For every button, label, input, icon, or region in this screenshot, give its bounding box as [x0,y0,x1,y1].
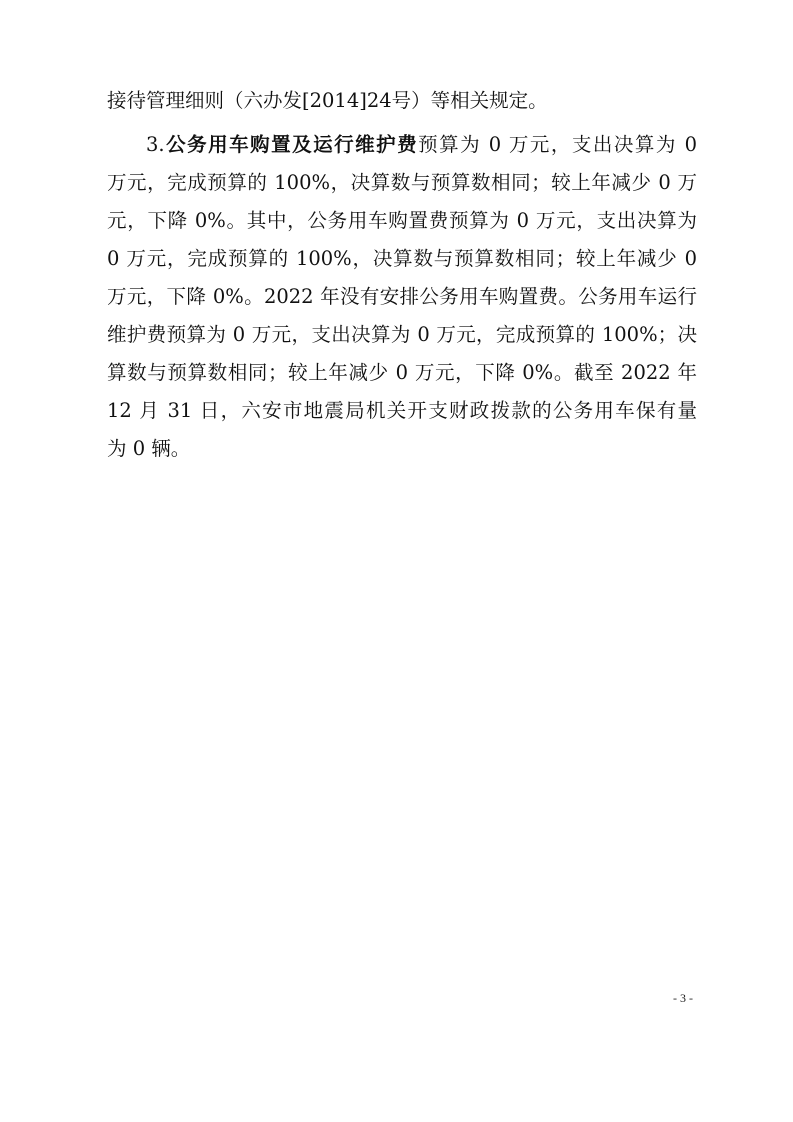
section-number: 3. [146,133,165,156]
paragraph-line-10-text: 为 0 辆。 [107,437,191,460]
paragraph-line-10 [107,437,697,461]
paragraph-line-7 [107,323,697,347]
paragraph-line-1-text: 接待管理细则（六办发[2014]24号）等相关规定。 [107,89,548,112]
paragraph-line-8 [107,361,697,385]
paragraph-line-5 [107,247,697,271]
paragraph-line-2-text: 预算为 0 万元，支出决算为 0 [418,133,697,156]
section-heading: 公务用车购置及运行维护费 [164,133,419,156]
paragraph-line-6-text: 万元，下降 0%。2022 年没有安排公务用车购置费。公务用车运行 [107,285,697,308]
paragraph-line-7-text: 维护费预算为 0 万元，支出决算为 0 万元，完成预算的 100%；决 [107,323,697,346]
page-number: - 3 - [673,991,693,1005]
paragraph-line-3 [107,171,697,195]
paragraph-line-5-text: 0 万元，完成预算的 100%，决算数与预算数相同；较上年减少 0 [107,247,697,270]
paragraph-line-2 [146,133,697,157]
paragraph-line-9-text: 12 月 31 日，六安市地震局机关开支财政拨款的公务用车保有量 [107,399,697,422]
paragraph-line-8-text: 算数与预算数相同；较上年减少 0 万元，下降 0%。截至 2022 年 [107,361,697,384]
paragraph-line-6 [107,285,697,309]
paragraph-line-4-text: 元，下降 0%。其中，公务用车购置费预算为 0 万元，支出决算为 [107,209,697,232]
paragraph-line-3-text: 万元，完成预算的 100%，决算数与预算数相同；较上年减少 0 万 [107,171,697,194]
paragraph-line-1 [107,89,697,113]
paragraph-line-4 [107,209,697,233]
paragraph-line-9 [107,399,697,423]
